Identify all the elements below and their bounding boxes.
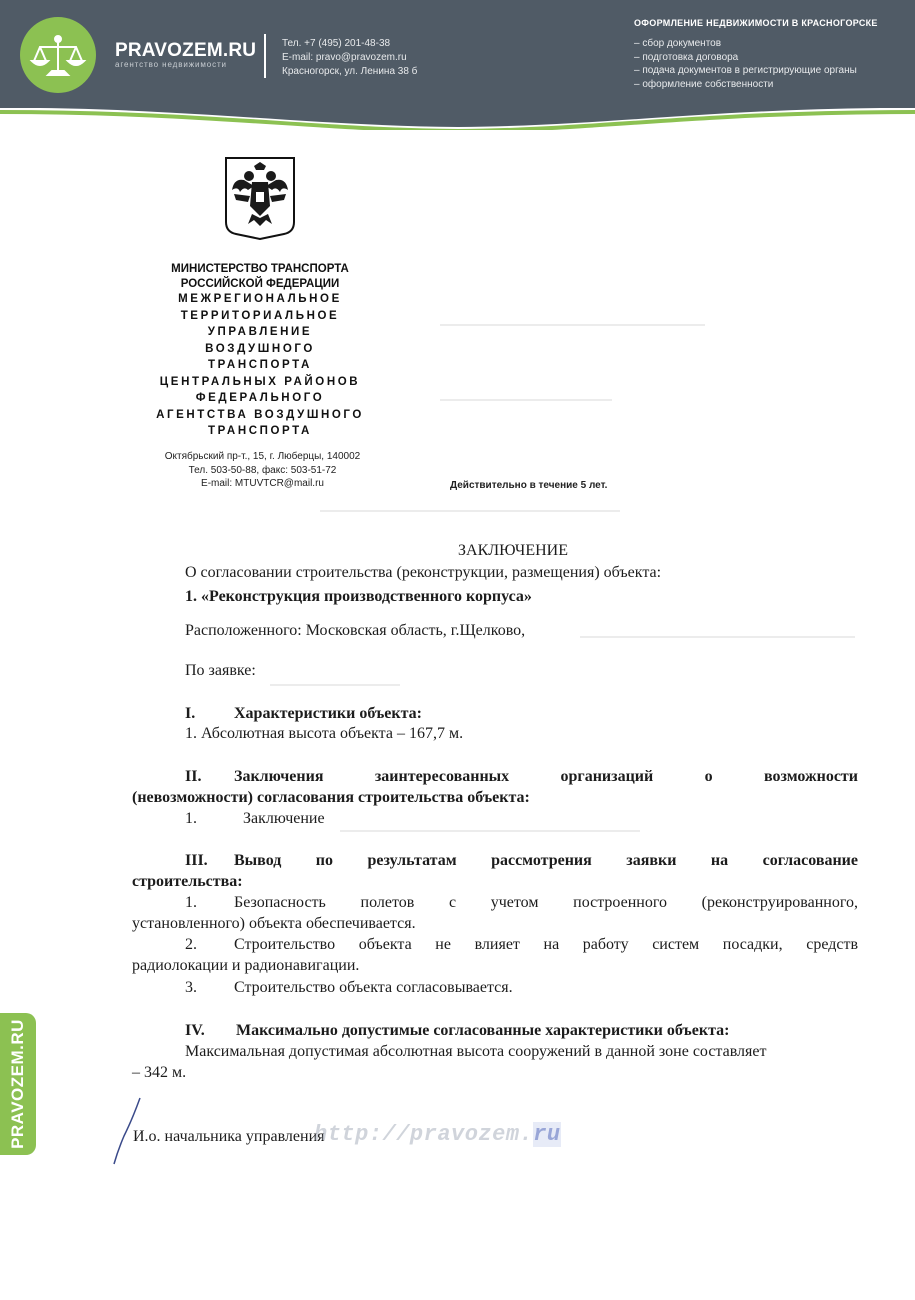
validity-note: Действительно в течение 5 лет. [450,480,608,491]
ministry-line: МИНИСТЕРСТВО ТРАНСПОРТА [171,263,349,275]
redacted-line [340,830,640,832]
watermark-tld: ru [533,1122,561,1147]
signature-title: И.о. начальника управления [133,1128,325,1145]
section-title-text: Вывод по результатам рассмотрения заявки на согласование [234,852,858,869]
service-item: – сбор документов [634,38,722,49]
document-title: ЗАКЛЮЧЕНИЕ [458,542,568,559]
section-title-text: Заключения заинтересованных организаций о возможности [234,768,858,785]
contact-phone[interactable]: Тел. +7 (495) 201-48-38 [282,38,391,49]
authority-line: МЕЖРЕГИОНАЛЬНОЕ [178,293,342,305]
side-brand-label: PRAVOZEM.RU [8,1019,27,1149]
item-text-continued: установленного) объекта обеспечивается. [132,915,416,932]
contact-block [282,37,417,79]
ministry-name-block [120,262,400,440]
item-number: 3. [185,979,197,996]
max-height-text: Максимальная допустимая абсолютная высота сооружений в данной зоне составляет [185,1043,767,1060]
services-block [634,18,878,91]
section-number: I. [185,705,196,722]
redacted-line [440,399,612,401]
header-divider [264,34,266,78]
conclusion-item [132,892,858,913]
authority-line: ВОЗДУШНОГО [205,342,315,355]
authority-line: ЦЕНТРАЛЬНЫХ РАЙОНОВ [159,375,361,388]
item-text: Безопасность полетов с учетом построенного (реконструированного, [234,894,858,911]
contact-address: Красногорск, ул. Ленина 38 б [282,66,418,77]
item-number: 1. [185,894,197,911]
ministry-line: РОССИЙСКОЙ ФЕДЕРАЦИИ [180,277,340,290]
authority-line: АГЕНТСТВА ВОЗДУШНОГО [156,408,364,421]
section-title-line [132,766,858,787]
brand-tagline: агентство недвижимости [115,60,227,69]
section-number: II. [185,768,202,785]
redacted-line [270,684,400,686]
header-banner [0,0,915,130]
item-text-continued: радиолокации и радионавигации. [132,957,360,974]
authority-line: ТРАНСПОРТА [208,359,312,371]
service-item: – подача документов в регистрирующие органы [634,65,857,76]
section-title: Характеристики объекта: [234,705,422,722]
item-text: Строительство объекта не влияет на работу систем посадки, средств [234,936,858,953]
service-item: – оформление собственности [634,78,774,90]
service-item: – подготовка договора [634,51,739,63]
address-line: Октябрьский пр-т., 15, г. Люберцы, 140002 [164,451,361,462]
section-item-number: 1. [185,810,197,827]
section-number: IV. [185,1022,205,1039]
brand-name[interactable]: PRAVOZEM.RU [115,40,257,61]
item-text: Строительство объекта согласовывается. [234,979,513,996]
services-title: ОФОРМЛЕНИЕ НЕДВИЖИМОСТИ В КРАСНОГОРСКЕ [634,18,878,28]
site-watermark [314,1122,561,1147]
section-item: 1. Абсолютная высота объекта – 167,7 м. [185,725,464,742]
authority-line: ТЕРРИТОРИАЛЬНОЕ [180,309,340,322]
section-title-line: (невозможности) согласования строительства объекта: [132,789,530,806]
authority-line: ТРАНСПОРТА [208,425,312,437]
section-title: Максимально допустимые согласованные характеристики объекта: [236,1022,730,1039]
side-brand-tab[interactable] [0,1013,36,1155]
document-subject: О согласовании строительства (реконструкции, размещения) объекта: [185,564,662,581]
double-headed-eagle-emblem-icon [224,156,296,240]
item-number: 2. [185,936,197,953]
object-name: 1. «Реконструкция производственного корпуса» [185,588,532,605]
authority-line: ФЕДЕРАЛЬНОГО [195,392,325,404]
watermark-url: http://pravozem. [314,1122,534,1147]
redacted-line [440,324,705,326]
section-title-line: строительства: [132,873,243,890]
redacted-line [580,636,855,638]
application-ref: По заявке: [185,662,256,679]
max-height-text-continued: – 342 м. [132,1064,187,1081]
authority-address-block [120,450,405,491]
object-location: Расположенного: Московская область, г.Щелково, [185,622,526,639]
section-item-text: Заключение [243,810,325,827]
authority-line: УПРАВЛЕНИЕ [207,326,313,338]
address-line: Тел. 503-50-88, факс: 503-51-72 [188,464,337,476]
conclusion-item [132,934,858,955]
logo-badge[interactable] [20,17,96,93]
section-title-line [132,850,858,871]
redacted-line [320,510,620,512]
contact-email[interactable]: E-mail: pravo@pravozem.ru [282,52,407,63]
scales-icon [20,17,96,93]
section-number: III. [185,852,208,869]
address-line: E-mail: MTUVTCR@mail.ru [201,478,324,489]
